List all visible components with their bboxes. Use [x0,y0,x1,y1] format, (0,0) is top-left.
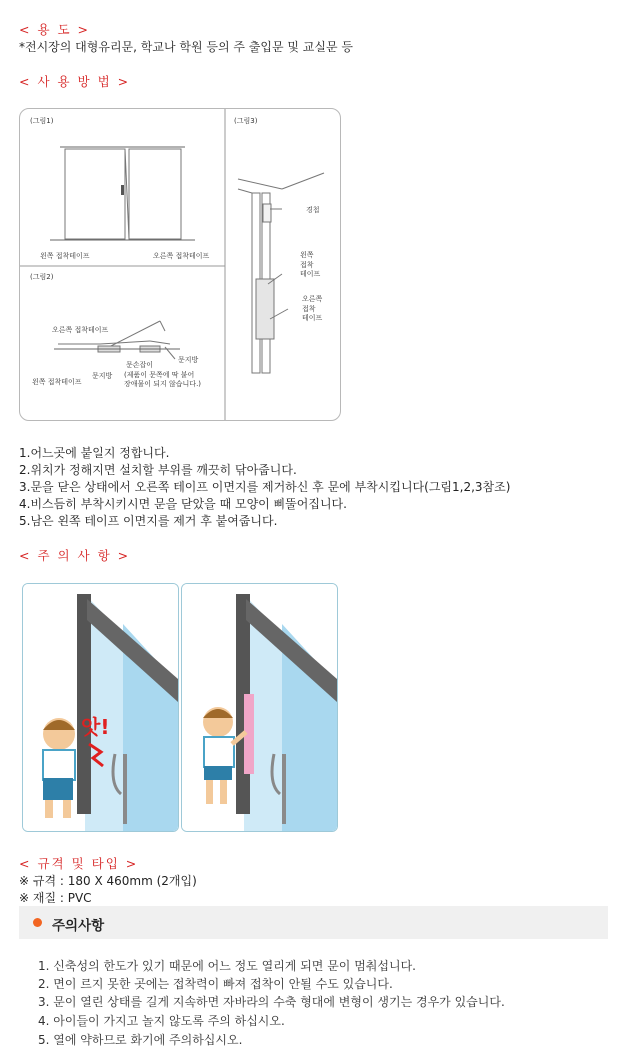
caution-image-bad [22,583,179,832]
fig3-label: (그림3) [234,117,258,125]
fig2-left-tape: 왼쪽 접착테이프 [32,378,82,386]
fig1-left-tape: 왼쪽 접착테이프 [40,252,90,260]
fig3-left-line1: 왼쪽 [300,251,314,259]
spec-material: ※ 재질 : PVC [19,891,92,905]
fig2-door-stop-left: 문지방 [92,372,113,380]
fig3-hinge: 경첩 [306,206,320,214]
child-pinched-illustration [23,584,178,831]
note-5: 5. 열에 약하므로 화기에 주의하십시오. [38,1033,243,1047]
fig3-right-line3: 테이프 [302,314,323,322]
note-3: 3. 문이 열린 상태를 길게 지속하면 자바라의 수축 형대에 변형이 생기는 경우가 있습니다. [38,995,505,1009]
ouch-text: 앗! [81,715,110,739]
step-4: 4.비스듬히 부착시키시면 문을 닫았을 때 모양이 삐뚤어집니다. [19,497,347,511]
fig2-door-stop-right: 문지방 [178,356,199,364]
fig3-left-line2: 접착 [300,261,314,269]
step-3: 3.문을 닫은 상태에서 오른쪽 테이프 이면지를 제거하신 후 문에 부착시킵니다(그림1,2,3참조) [19,480,511,494]
spec-title: < 규격 및 타입 > [19,856,139,871]
method-title: < 사 용 방 법 > [19,74,131,89]
note-1: 1. 신축성의 한도가 있기 때문에 어느 정도 열리게 되면 문이 멈춰섭니다. [38,959,416,973]
bullet-dot-icon [33,918,42,927]
fig3-right-line1: 오른쪽 [302,295,323,303]
child-safe-illustration [182,584,337,831]
note-4: 4. 아이들이 가지고 놀지 않도록 주의 하십시오. [38,1014,285,1028]
fig2-handle: 문손잡이 [126,361,154,369]
notes-header [19,906,608,939]
fig1-label: (그림1) [30,117,54,125]
fig3-left-line3: 테이프 [300,270,321,278]
fig3-right-line2: 접착 [302,305,316,313]
step-5: 5.남은 왼쪽 테이프 이면지를 제거 후 붙여줍니다. [19,514,278,528]
usage-text: *전시장의 대형유리문, 학교나 학원 등의 주 출입문 및 교실문 등 [19,40,353,54]
spec-size: ※ 규격 : 180 X 460mm (2개입) [19,874,197,888]
fig2-note-line1: (제품이 문쪽에 딱 붙어 [124,371,195,379]
fig2-right-tape: 오른쪽 접착테이프 [52,326,109,334]
step-1: 1.어느곳에 붙일지 정합니다. [19,446,170,460]
fig2-label: (그림2) [30,273,54,281]
note-2: 2. 면이 르지 못한 곳에는 접착력이 빠져 접착이 안될 수도 있습니다. [38,977,393,991]
step-2: 2.위치가 정해지면 설치할 부위를 깨끗히 닦아줍니다. [19,463,297,477]
caution-title: < 주 의 사 항 > [19,548,131,563]
installation-diagram [19,108,341,421]
usage-title: < 용 도 > [19,22,91,37]
notes-title: 주의사항 [52,918,105,934]
caution-image-good [181,583,338,832]
fig1-right-tape: 오른쪽 접착테이프 [153,252,210,260]
fig2-note-line2: 장애물이 되지 않습니다.) [124,380,202,388]
